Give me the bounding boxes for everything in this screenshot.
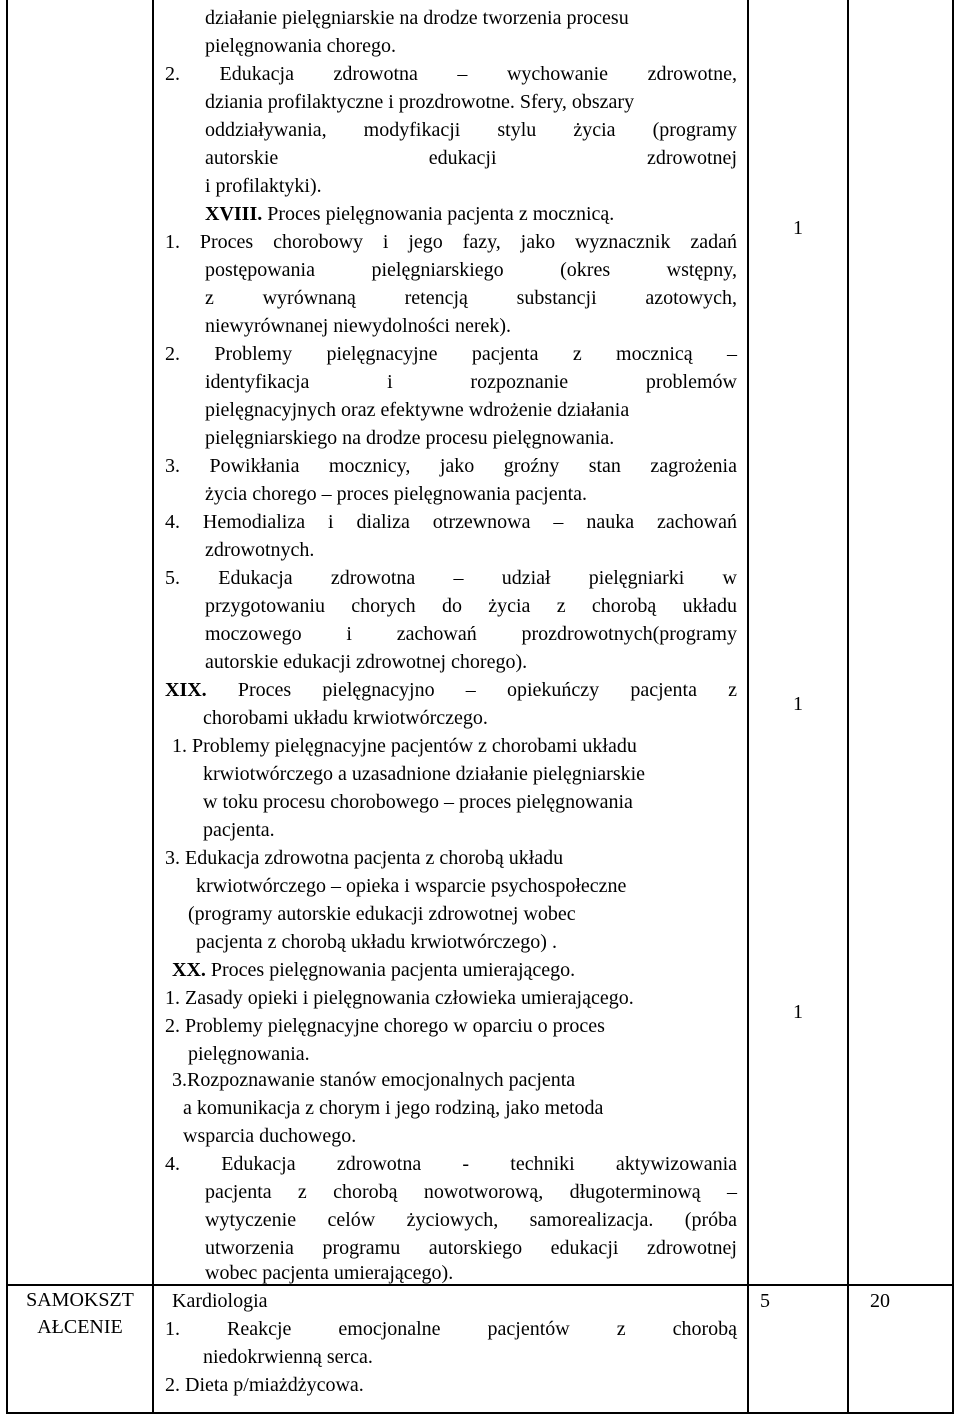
section-number: XX. [172, 959, 206, 981]
text-line: 3. Edukacja zdrowotna pacjenta z chorobą układu [165, 847, 564, 869]
section-xviii [205, 200, 614, 228]
row-divider [6, 1284, 954, 1286]
hours-value: 1 [793, 217, 803, 239]
text-line: 4. Edukacja zdrowotna - techniki aktywizowania [165, 1153, 737, 1175]
text-line: oddziaływania, modyfikacji stylu życia (programy [205, 119, 737, 141]
table-border-left [6, 0, 8, 1414]
text-line: zdrowotnych. [205, 539, 315, 561]
text-line: pacjenta. [203, 819, 275, 841]
text-line: dziania profilaktyczne i prozdrowotne. Sfery, obszary [205, 91, 635, 113]
text-line: pielęgnowania chorego. [205, 35, 397, 57]
text-line: 1. Zasady opieki i pielęgnowania człowieka umierającego. [165, 987, 634, 1009]
text-line: w toku procesu chorobowego – proces pielęgnowania [203, 791, 633, 813]
hours-value: 5 [760, 1290, 770, 1312]
class-type-line: SAMOKSZT [26, 1289, 134, 1311]
text-line: a komunikacja z chorym i jego rodziną, jako metoda [183, 1097, 604, 1119]
text-line: autorskie edukacji zdrowotnej [205, 147, 737, 169]
text-line: krwiotwórczego a uzasadnione działanie pielęgniarskie [203, 763, 646, 785]
column-divider-type [152, 0, 154, 1414]
text-line: pacjenta z chorobą układu krwiotwórczego) . [196, 931, 557, 953]
text-line: działanie pielęgniarskie na drodze tworzenia procesu [205, 7, 629, 29]
text-line: pielęgnacyjnych oraz efektywne wdrożenie działania [205, 399, 630, 421]
text-line: (programy autorskie edukacji zdrowotnej wobec [188, 903, 576, 925]
text-line: moczowego i zachowań prozdrowotnych(programy [205, 623, 737, 645]
text-line: 1. Problemy pielęgnacyjne pacjentów z chorobami układu [172, 735, 637, 757]
text-line: i profilaktyki). [205, 175, 322, 197]
class-type [8, 1287, 152, 1341]
text-line: 4. Hemodializa i dializa otrzewnowa – nauka zachowań [165, 511, 737, 533]
text-line: 3.Rozpoznawanie stanów emocjonalnych pacjenta [172, 1069, 576, 1091]
text-line: 1. Proces chorobowy i jego fazy, jako wyznacznik zadań [165, 231, 737, 253]
text-line: krwiotwórczego – opieka i wsparcie psychospołeczne [196, 875, 627, 897]
text-line: z wyrównaną retencją substancji azotowych, [205, 287, 737, 309]
text-line: 5. Edukacja zdrowotna – udział pielęgniarki w [165, 567, 737, 589]
text-line: niewyrównanej niewydolności nerek). [205, 315, 512, 337]
text-line: życia chorego – proces pielęgnowania pacjenta. [205, 483, 588, 505]
total-hours-value: 20 [870, 1290, 890, 1312]
section-number: XIX. [165, 679, 207, 701]
hours-value: 1 [793, 1001, 803, 1023]
module-title: Kardiologia [172, 1290, 268, 1312]
text-line: postępowania pielęgniarskiego (okres wstępny, [205, 259, 737, 281]
section-title: Proces pielęgnowania pacjenta z mocznicą. [267, 203, 615, 225]
column-divider-hours [847, 0, 849, 1414]
text-line: wsparcia duchowego. [183, 1125, 357, 1147]
text-line: 2. Problemy pielęgnacyjne pacjenta z mocznicą – [165, 343, 737, 365]
section-number: XVIII. [205, 203, 263, 225]
text-line: 1. Reakcje emocjonalne pacjentów z chorobą [165, 1318, 737, 1340]
text-line: pielęgniarskiego na drodze procesu pielęgnowania. [205, 427, 615, 449]
text-line: wobec pacjenta umierającego). [205, 1262, 454, 1284]
section-xx [172, 956, 575, 984]
text-line: wytyczenie celów życiowych, samorealizacja. (próba [205, 1209, 737, 1231]
text-line: 2. Problemy pielęgnacyjne chorego w oparciu o proces [165, 1015, 605, 1037]
section-title: Proces pielęgnacyjno – opiekuńczy pacjenta z [237, 679, 738, 701]
text-line: pielęgnowania. [188, 1043, 310, 1065]
text-line: niedokrwienną serca. [203, 1346, 373, 1368]
text-line: 2. Dieta p/miażdżycowa. [165, 1374, 364, 1396]
hours-value: 1 [793, 693, 803, 715]
text-line: przygotowaniu chorych do życia z chorobą układu [205, 595, 737, 617]
text-line: 3. Powikłania mocznicy, jako groźny stan zagrożenia [165, 455, 737, 477]
section-title: Proces pielęgnowania pacjenta umierającego. [210, 959, 576, 981]
text-line: chorobami układu krwiotwórczego. [203, 707, 488, 729]
section-xix [165, 676, 737, 704]
table-border-right [952, 0, 954, 1414]
table-border-bottom [6, 1412, 954, 1414]
class-type-line: AŁCENIE [37, 1316, 123, 1338]
text-line: pacjenta z chorobą nowotworową, długoterminową – [205, 1181, 737, 1203]
text-line: utworzenia programu autorskiego edukacji zdrowotnej [205, 1237, 737, 1259]
text-line: identyfikacja i rozpoznanie problemów [205, 371, 737, 393]
text-line: autorskie edukacji zdrowotnej chorego). [205, 651, 528, 673]
text-line: 2. Edukacja zdrowotna – wychowanie zdrowotne, [165, 63, 737, 85]
